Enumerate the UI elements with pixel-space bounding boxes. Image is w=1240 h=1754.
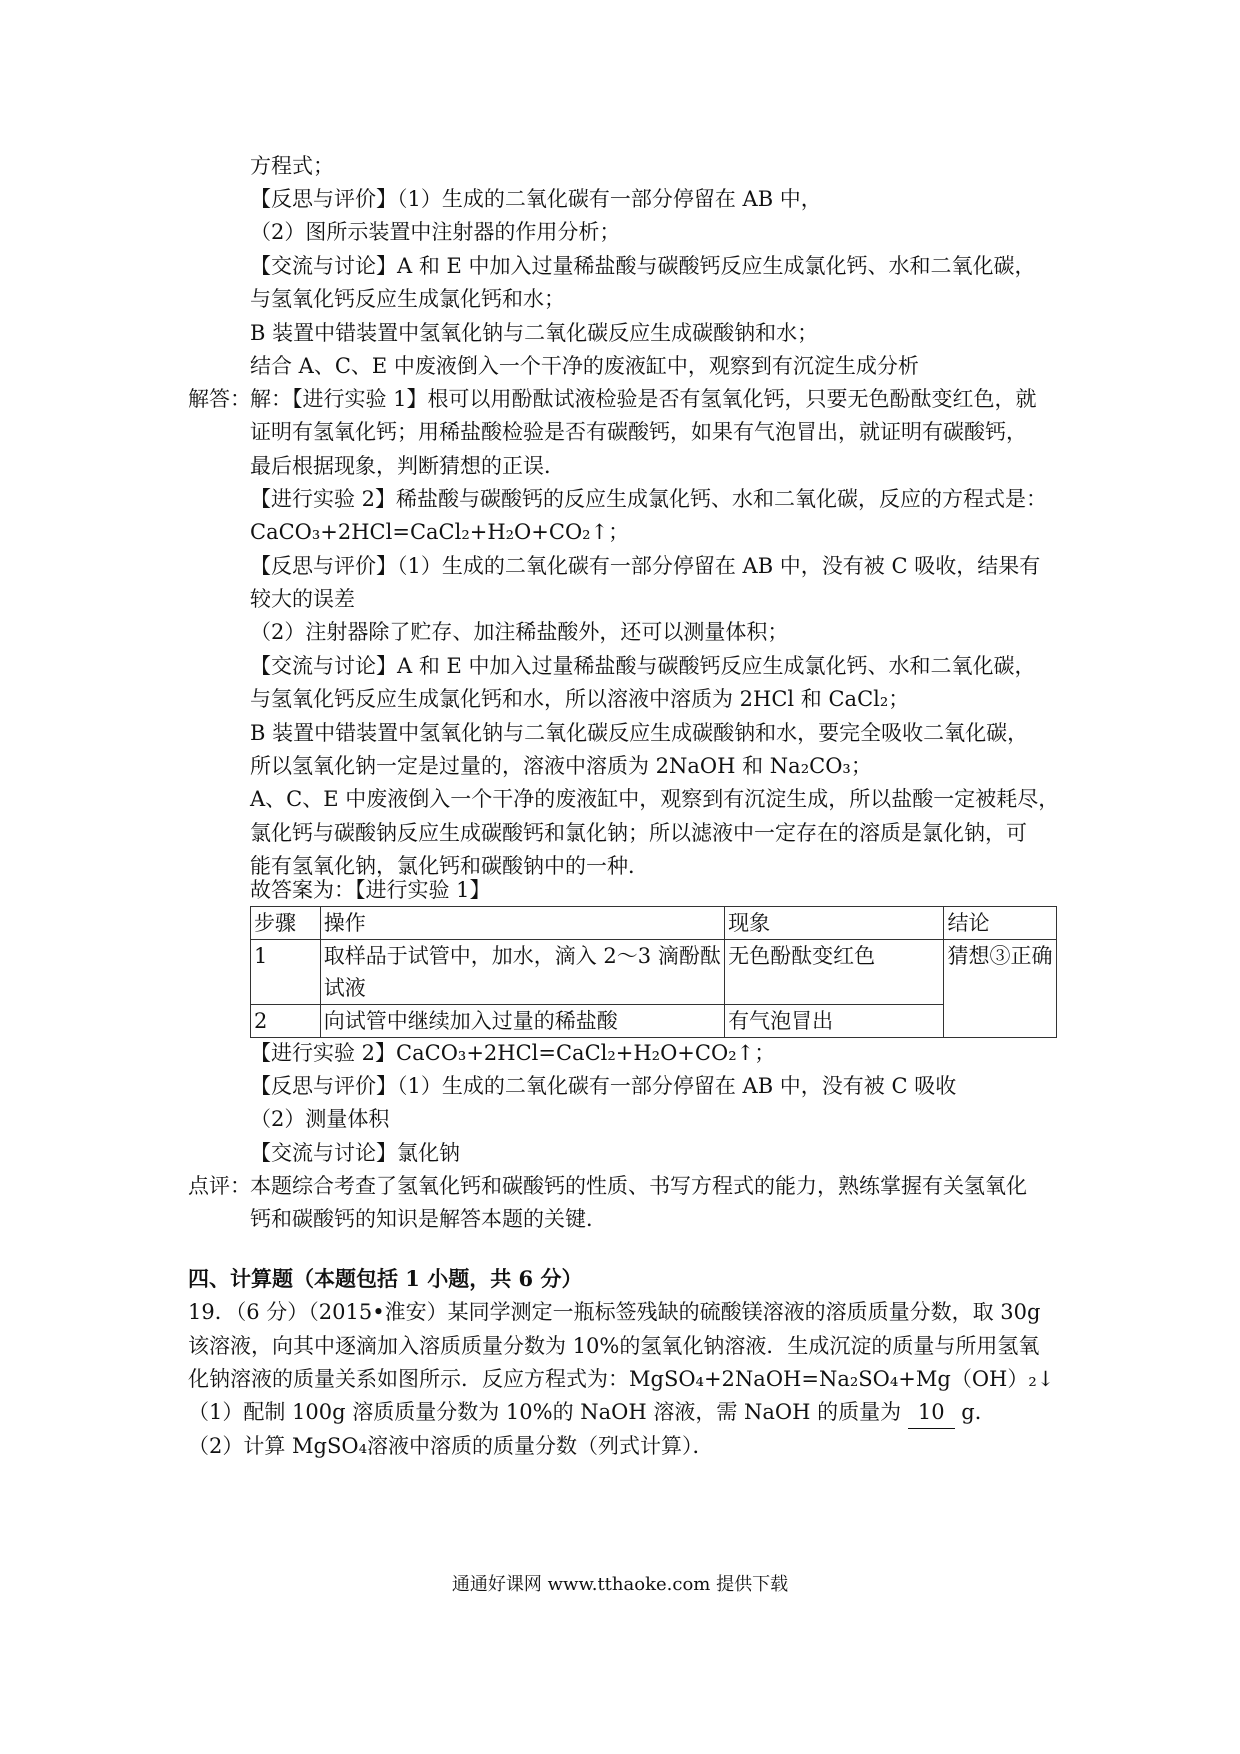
text-line: 【反思与评价】（1）生成的二氧化碳有一部分停留在 AB 中，没有被 C 吸收	[250, 1074, 957, 1098]
text-line: 与氢氧化钙反应生成氯化钙和水；	[250, 287, 565, 311]
question-text: g．	[961, 1400, 996, 1424]
question-line: 19．（6 分）（2015•淮安）某同学测定一瓶标签残缺的硫酸镁溶液的溶质质量分数，取 30g	[188, 1300, 1041, 1324]
table-header-cell: 操作	[320, 907, 724, 940]
table-cell: 向试管中继续加入过量的稀盐酸	[320, 1005, 724, 1038]
text-line: 较大的误差	[250, 587, 355, 611]
text-line: 故答案为：【进行实验 1】	[250, 878, 491, 902]
text-line: 本题综合考查了氢氧化钙和碳酸钙的性质、书写方程式的能力，熟练掌握有关氢氧化	[250, 1174, 1027, 1198]
text-line: 方程式；	[250, 154, 334, 178]
question-text: （1）配制 100g 溶质质量分数为 10%的 NaOH 溶液，需 NaOH 的质量为	[188, 1400, 902, 1424]
answer-label: 解答：	[188, 387, 251, 411]
text-line: 【反思与评价】（1）生成的二氧化碳有一部分停留在 AB 中，	[250, 187, 822, 211]
table-cell: 无色酚酞变红色	[725, 940, 944, 1005]
table-header-cell: 步骤	[251, 907, 321, 940]
page-footer: 通通好课网 www.tthaoke.com 提供下载	[451, 1574, 789, 1595]
text-line: A、C、E 中废液倒入一个干净的废液缸中，观察到有沉淀生成，所以盐酸一定被耗尽，	[250, 787, 1060, 811]
table-header-row	[251, 907, 1057, 940]
text-line: 【交流与讨论】A 和 E 中加入过量稀盐酸与碳酸钙反应生成氯化钙、水和二氧化碳，	[250, 654, 1036, 678]
text-line: 氯化钙与碳酸钠反应生成碳酸钙和氯化钠；所以滤液中一定存在的溶质是氯化钠，可	[250, 821, 1027, 845]
question-line	[188, 1396, 996, 1429]
table-cell-conclusion: 猜想③正确	[944, 940, 1057, 1038]
text-line: （2）注射器除了贮存、加注稀盐酸外，还可以测量体积；	[250, 620, 789, 644]
comment-label: 点评：	[188, 1174, 251, 1198]
equation-line: CaCO₃+2HCl=CaCl₂+H₂O+CO₂↑；	[250, 520, 630, 544]
table-header-cell: 现象	[725, 907, 944, 940]
question-line: 化钠溶液的质量关系如图所示．反应方程式为：MgSO₄+2NaOH=Na₂SO₄+Mg（OH）₂↓	[188, 1367, 1055, 1391]
table-cell: 1	[251, 940, 321, 1005]
answer-table	[250, 906, 1057, 1038]
section-heading: 四、计算题（本题包括 1 小题，共 6 分）	[188, 1266, 583, 1291]
text-line: 结合 A、C、E 中废液倒入一个干净的废液缸中，观察到有沉淀生成分析	[250, 354, 919, 378]
table-cell: 取样品于试管中，加水，滴入 2～3 滴酚酞试液	[320, 940, 724, 1005]
text-line: （2）测量体积	[250, 1107, 390, 1131]
text-line: 【交流与讨论】氯化钠	[250, 1141, 460, 1165]
text-line: B 装置中错装置中氢氧化钠与二氧化碳反应生成碳酸钠和水；	[250, 321, 819, 345]
equation-line: 【进行实验 2】CaCO₃+2HCl=CaCl₂+H₂O+CO₂↑；	[250, 1041, 776, 1065]
text-line: 所以氢氧化钠一定是过量的，溶液中溶质为 2NaOH 和 Na₂CO₃；	[250, 754, 872, 778]
text-line: 解：【进行实验 1】根可以用酚酞试液检验是否有氢氧化钙，只要无色酚酞变红色，就	[250, 387, 1037, 411]
table-cell: 2	[251, 1005, 321, 1038]
text-line: B 装置中错装置中氢氧化钠与二氧化碳反应生成碳酸钠和水，要完全吸收二氧化碳，	[250, 721, 1029, 745]
text-line: 能有氢氧化钠，氯化钙和碳酸钠中的一种．	[250, 854, 649, 878]
text-line: 【进行实验 2】稀盐酸与碳酸钙的反应生成氯化钙、水和二氧化碳，反应的方程式是：	[250, 487, 1048, 511]
text-line: 【反思与评价】（1）生成的二氧化碳有一部分停留在 AB 中，没有被 C 吸收，结果有	[250, 554, 1041, 578]
answer-blank: 10	[908, 1396, 955, 1429]
question-line: 该溶液，向其中逐滴加入溶质质量分数为 10%的氢氧化钠溶液．生成沉淀的质量与所用氢氧	[188, 1334, 1040, 1358]
text-line: 最后根据现象，判断猜想的正误．	[250, 454, 565, 478]
table-cell: 有气泡冒出	[725, 1005, 944, 1038]
table-header-cell: 结论	[944, 907, 1057, 940]
table-row	[251, 940, 1057, 1005]
text-line: 钙和碳酸钙的知识是解答本题的关键．	[250, 1207, 607, 1231]
table-row	[251, 1005, 1057, 1038]
text-line: 【交流与讨论】A 和 E 中加入过量稀盐酸与碳酸钙反应生成氯化钙、水和二氧化碳，	[250, 254, 1036, 278]
text-line: （2）图所示装置中注射器的作用分析；	[250, 220, 621, 244]
text-line: 与氢氧化钙反应生成氯化钙和水，所以溶液中溶质为 2HCl 和 CaCl₂；	[250, 687, 910, 711]
text-line: 证明有氢氧化钙；用稀盐酸检验是否有碳酸钙，如果有气泡冒出，就证明有碳酸钙，	[250, 420, 1027, 444]
question-line: （2）计算 MgSO₄溶液中溶质的质量分数（列式计算）．	[188, 1434, 714, 1458]
